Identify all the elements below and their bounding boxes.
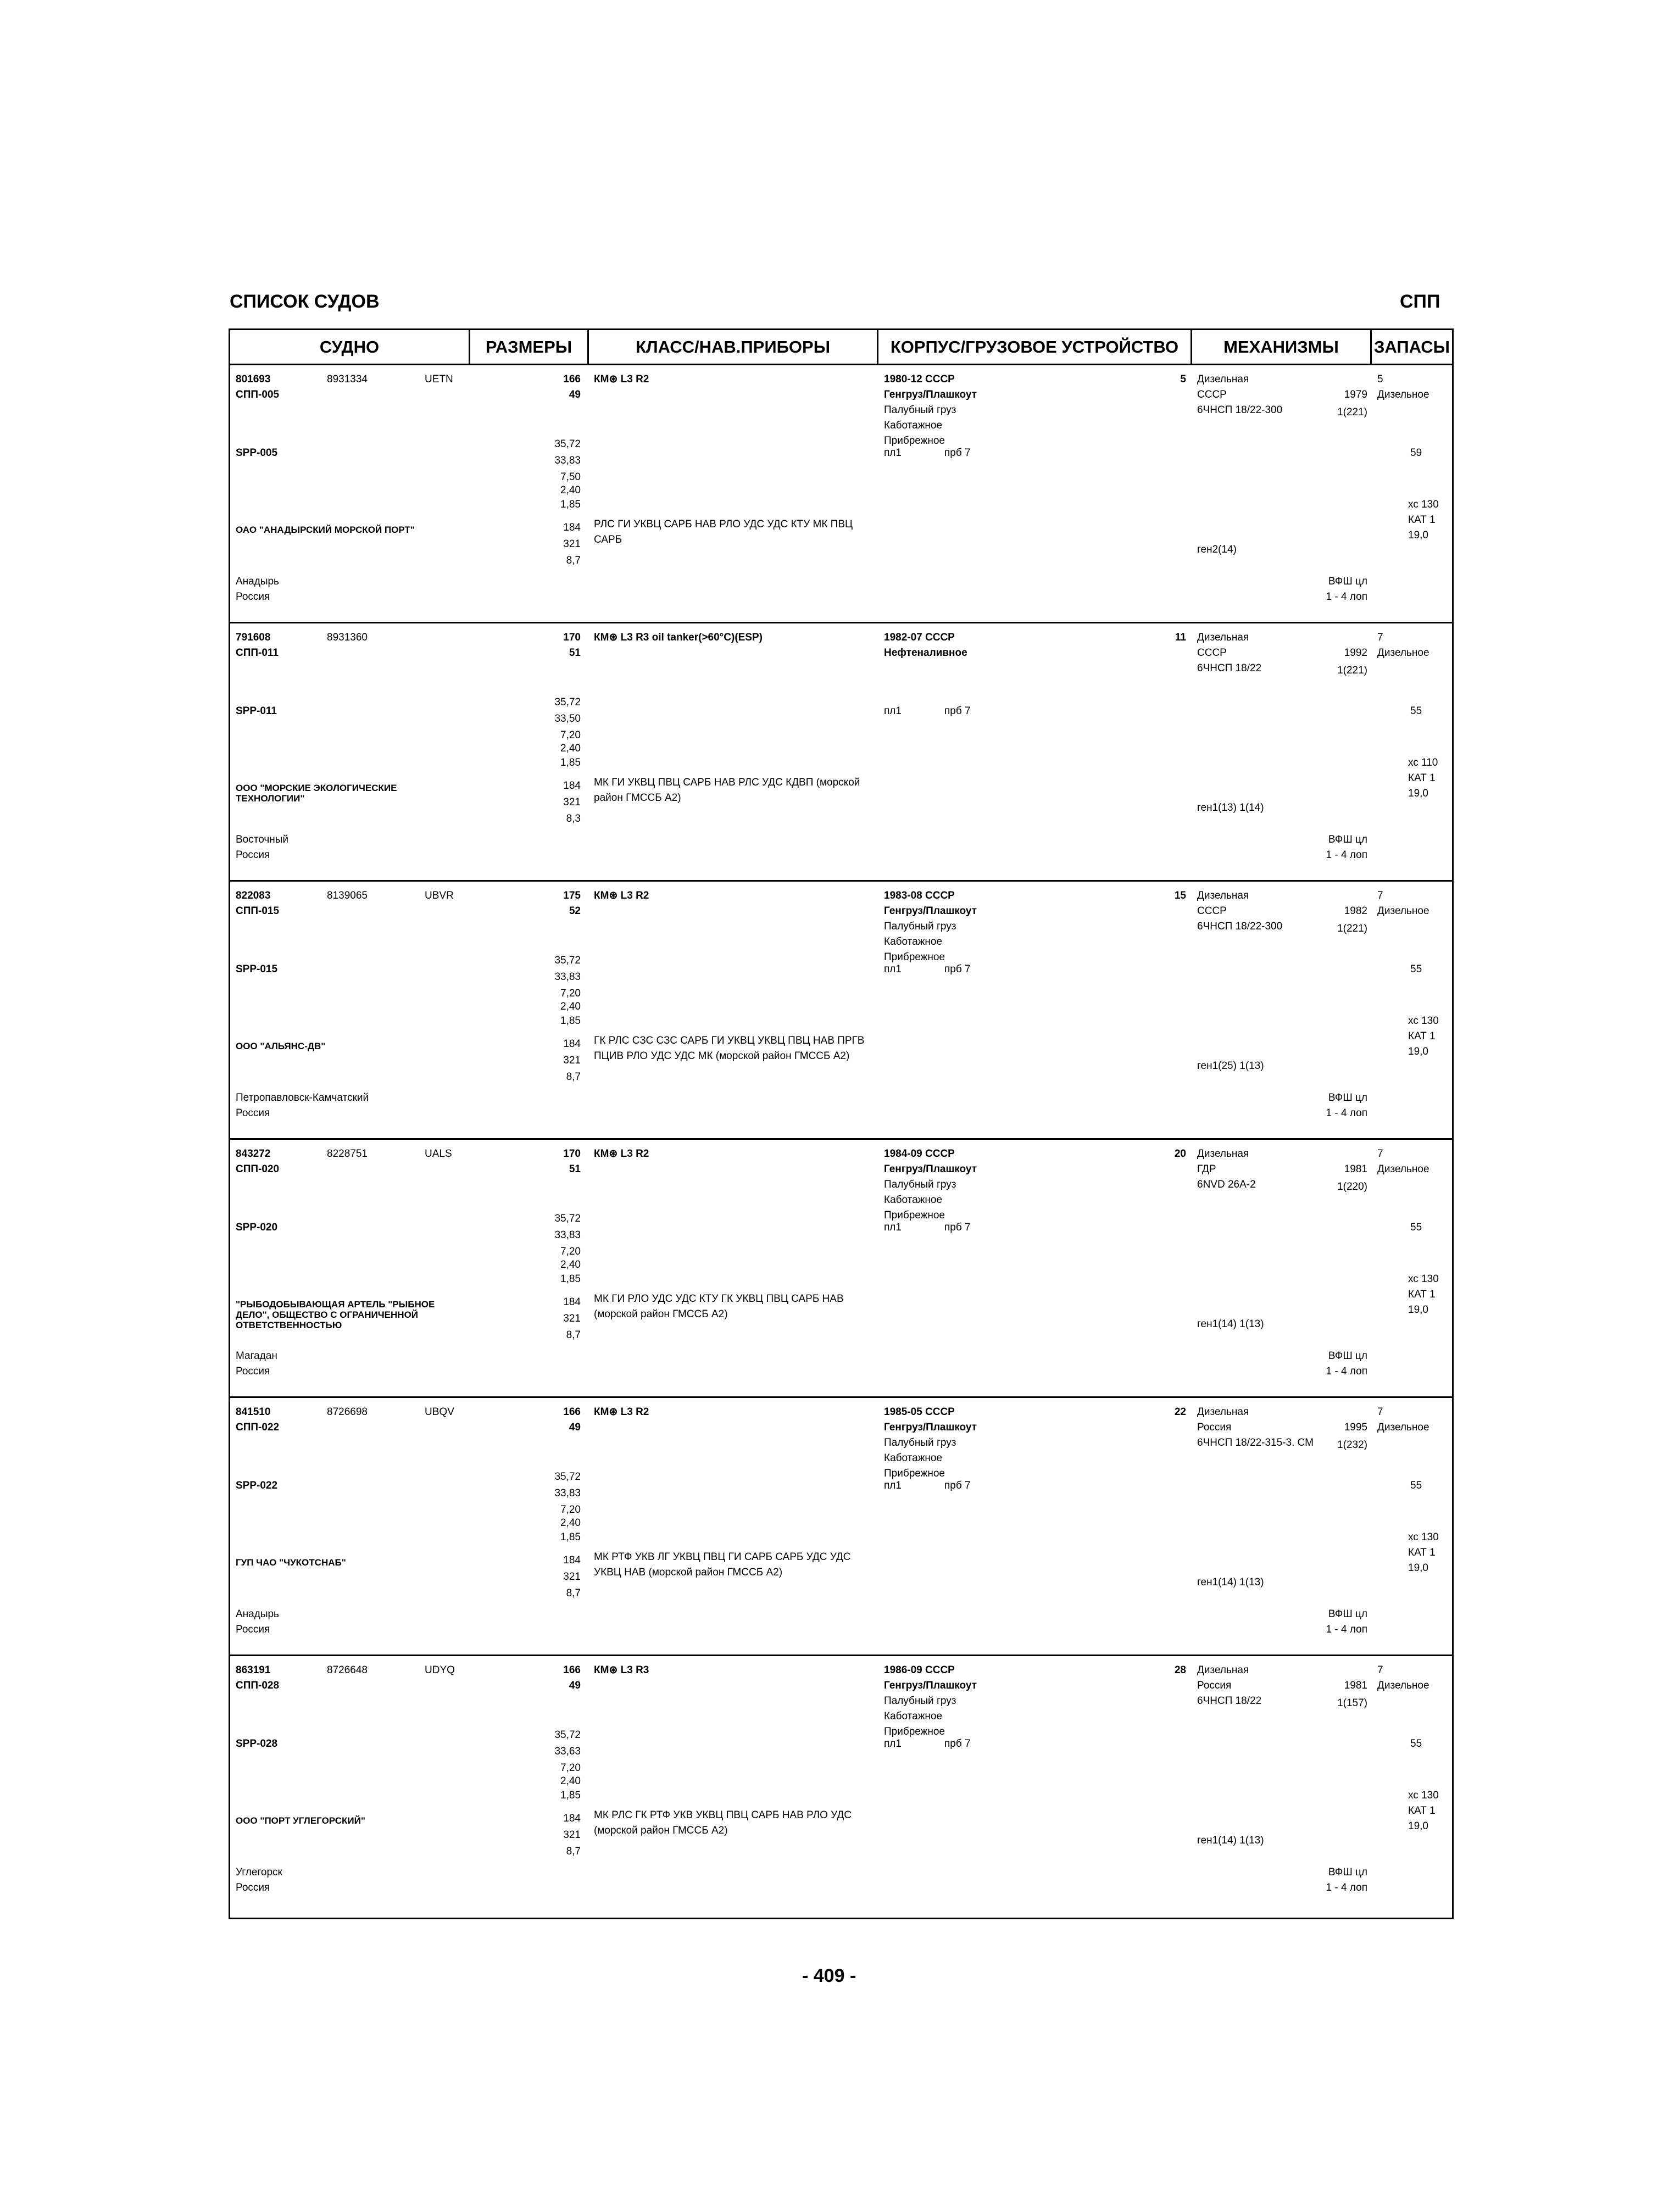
supply-xc: хс 110 bbox=[1408, 757, 1438, 768]
nav-equipment: ГК РЛС СЗС СЗС САРБ ГИ УКВЦ УКВЦ ПВЦ НАВ ПРГВ ПЦИВ РЛО УДС УДС МК (морской район ГМССБ А2) bbox=[594, 1035, 865, 1062]
ship-name-lat: SPP-011 bbox=[236, 705, 277, 717]
dimension-value: 166 bbox=[563, 1406, 581, 1418]
propeller-blades: 1 - 4 лоп bbox=[1326, 1882, 1367, 1893]
dimension-value: 52 bbox=[569, 905, 581, 917]
dimension-value: 170 bbox=[563, 1148, 581, 1160]
propeller-blades: 1 - 4 лоп bbox=[1326, 849, 1367, 861]
ship-name-ru: СПП-011 bbox=[236, 647, 279, 659]
ship-record bbox=[230, 1656, 1452, 1914]
engine-year: 1992 bbox=[1344, 647, 1367, 659]
dimension-value: 321 bbox=[563, 1055, 581, 1066]
dimension-value: 184 bbox=[563, 522, 581, 533]
dimension-value: 7,20 bbox=[560, 988, 581, 999]
engine-model: 6ЧНСП 18/22-315-3. СМ bbox=[1197, 1437, 1314, 1449]
engine-model: 6ЧНСП 18/22-300 bbox=[1197, 921, 1283, 932]
hull-pl: пл1 bbox=[884, 963, 902, 975]
hull-line: Каботажное bbox=[884, 1711, 943, 1722]
dimension-value: 184 bbox=[563, 1038, 581, 1050]
ship-imo-number: 8726698 bbox=[327, 1406, 368, 1418]
ship-callsign: UETN bbox=[425, 374, 453, 385]
hull-type: Генгруз/Плашкоут bbox=[884, 1422, 977, 1433]
hull-pl: пл1 bbox=[884, 1738, 902, 1750]
hull-number: 5 bbox=[1180, 374, 1186, 385]
dimension-value: 170 bbox=[563, 632, 581, 643]
generators: ген1(14) 1(13) bbox=[1197, 1835, 1264, 1846]
dimension-value: 51 bbox=[569, 647, 581, 659]
nav-equipment: РЛС ГИ УКВЦ САРБ НАВ РЛО УДС УДС КТУ МК ПВЦ САРБ bbox=[594, 519, 853, 545]
engine-country: Россия bbox=[1197, 1680, 1232, 1691]
propeller: ВФШ цл bbox=[1328, 1092, 1367, 1104]
hull-line: Палубный груз bbox=[884, 1695, 956, 1707]
propeller-blades: 1 - 4 лоп bbox=[1326, 1366, 1367, 1377]
ship-name-lat: SPP-005 bbox=[236, 447, 278, 459]
supply-value: 55 bbox=[1410, 1738, 1422, 1750]
dimension-value: 49 bbox=[569, 389, 581, 400]
ship-name-ru: СПП-020 bbox=[236, 1163, 280, 1175]
ship-owner: ООО "ПОРТ УГЛЕГОРСКИЙ" bbox=[236, 1815, 365, 1826]
ship-name-lat: SPP-022 bbox=[236, 1480, 278, 1491]
ship-callsign: UALS bbox=[425, 1148, 452, 1160]
dimension-value: 8,7 bbox=[566, 1846, 581, 1857]
ship-port: Магадан bbox=[236, 1350, 277, 1362]
dimension-value: 7,50 bbox=[560, 471, 581, 483]
table-header bbox=[230, 330, 1452, 365]
hull-prb: прб 7 bbox=[944, 1480, 971, 1491]
engine-type: Дизельная bbox=[1197, 632, 1249, 643]
dimension-value: 51 bbox=[569, 1163, 581, 1175]
hull-type: Нефтеналивное bbox=[884, 647, 967, 659]
ship-class: КМ⊛ L3 R2 bbox=[594, 890, 649, 901]
ship-name-ru: СПП-028 bbox=[236, 1680, 280, 1691]
generators: ген1(14) 1(13) bbox=[1197, 1576, 1264, 1588]
dimension-value: 2,40 bbox=[560, 1259, 581, 1271]
hull-pl: пл1 bbox=[884, 705, 902, 717]
hull-number: 15 bbox=[1174, 890, 1186, 901]
hull-year-country: 1982-07 СССР bbox=[884, 632, 955, 643]
ship-name-ru: СПП-022 bbox=[236, 1422, 280, 1433]
engine-type: Дизельная bbox=[1197, 374, 1249, 385]
ship-imo-number: 8228751 bbox=[327, 1148, 368, 1160]
dimension-value: 7,20 bbox=[560, 1762, 581, 1774]
dimension-value: 33,83 bbox=[554, 1229, 581, 1241]
engine-type: Дизельная bbox=[1197, 890, 1249, 901]
hull-type: Генгруз/Плашкоут bbox=[884, 1680, 977, 1691]
propeller: ВФШ цл bbox=[1328, 1867, 1367, 1878]
ship-port: Анадырь bbox=[236, 576, 279, 587]
ship-imo-number: 8931360 bbox=[327, 632, 368, 643]
nav-equipment: МК РТФ УКВ ЛГ УКВЦ ПВЦ ГИ САРБ САРБ УДС УДС УКВЦ НАВ (морской район ГМССБ А2) bbox=[594, 1551, 851, 1578]
supply-fuel: Дизельное bbox=[1377, 1422, 1429, 1433]
dimension-value: 175 bbox=[563, 890, 581, 901]
hull-prb: прб 7 bbox=[944, 1222, 971, 1233]
ship-name-lat: SPP-015 bbox=[236, 963, 278, 975]
dimension-value: 2,40 bbox=[560, 743, 581, 754]
supply-speed: 19,0 bbox=[1408, 1562, 1428, 1574]
nav-equipment: МК ГИ УКВЦ ПВЦ САРБ НАВ РЛС УДС КДВП (морской район ГМССБ А2) bbox=[594, 777, 860, 804]
propeller: ВФШ цл bbox=[1328, 1350, 1367, 1362]
engine-year: 1982 bbox=[1344, 905, 1367, 917]
propeller-blades: 1 - 4 лоп bbox=[1326, 1107, 1367, 1119]
ship-country: Россия bbox=[236, 1366, 270, 1377]
hull-line: Палубный груз bbox=[884, 1179, 956, 1190]
column-header-class: КЛАСС/НАВ.ПРИБОРЫ bbox=[635, 337, 831, 356]
ship-country: Россия bbox=[236, 591, 270, 603]
page-title: СПИСОК СУДОВ bbox=[230, 291, 380, 312]
dimension-value: 321 bbox=[563, 538, 581, 550]
ship-owner: ООО "МОРСКИЕ ЭКОЛОГИЧЕСКИЕ ТЕХНОЛОГИИ" bbox=[236, 783, 397, 804]
hull-year-country: 1980-12 СССР bbox=[884, 374, 955, 385]
dimension-value: 33,50 bbox=[554, 713, 581, 725]
dimension-value: 2,40 bbox=[560, 484, 581, 496]
ship-class: КМ⊛ L3 R3 oil tanker(>60°C)(ESP) bbox=[594, 632, 763, 643]
engine-country: СССР bbox=[1197, 905, 1227, 917]
supply-fuel: Дизельное bbox=[1377, 647, 1429, 659]
supply-xc: хс 130 bbox=[1408, 1273, 1439, 1285]
engine-country: СССР bbox=[1197, 647, 1227, 659]
ship-imo-number: 8139065 bbox=[327, 890, 368, 901]
ship-port: Углегорск bbox=[236, 1867, 282, 1878]
supply-kat: КАТ 1 bbox=[1408, 1805, 1436, 1817]
engine-power: 1(221) bbox=[1337, 665, 1367, 676]
supply-xc: хс 130 bbox=[1408, 1531, 1439, 1543]
ship-country: Россия bbox=[236, 1624, 270, 1635]
ship-imo-number: 8726648 bbox=[327, 1664, 368, 1676]
dimension-value: 321 bbox=[563, 1829, 581, 1841]
supply-speed: 19,0 bbox=[1408, 1304, 1428, 1316]
engine-year: 1995 bbox=[1344, 1422, 1367, 1433]
dimension-value: 166 bbox=[563, 374, 581, 385]
supply-speed: 19,0 bbox=[1408, 788, 1428, 799]
dimension-value: 35,72 bbox=[554, 1729, 581, 1741]
ship-callsign: UBVR bbox=[425, 890, 454, 901]
hull-prb: прб 7 bbox=[944, 1738, 971, 1750]
section-title: СПП bbox=[1400, 291, 1440, 312]
dimension-value: 8,3 bbox=[566, 813, 581, 825]
dimension-value: 1,85 bbox=[560, 1273, 581, 1285]
dimension-value: 7,20 bbox=[560, 1504, 581, 1516]
engine-country: СССР bbox=[1197, 389, 1227, 400]
page-number: - 409 - bbox=[802, 1965, 856, 1986]
hull-year-country: 1986-09 СССР bbox=[884, 1664, 955, 1676]
engine-power: 1(157) bbox=[1337, 1697, 1367, 1709]
hull-year-country: 1985-05 СССР bbox=[884, 1406, 955, 1418]
generators: ген1(14) 1(13) bbox=[1197, 1318, 1264, 1330]
dimension-value: 35,72 bbox=[554, 1471, 581, 1483]
hull-prb: прб 7 bbox=[944, 963, 971, 975]
dimension-value: 166 bbox=[563, 1664, 581, 1676]
engine-model: 6NVD 26A-2 bbox=[1197, 1179, 1256, 1190]
supply-xc: хс 130 bbox=[1408, 1790, 1439, 1801]
engine-year: 1979 bbox=[1344, 389, 1367, 400]
hull-prb: прб 7 bbox=[944, 447, 971, 459]
supply-xc: хс 130 bbox=[1408, 499, 1439, 510]
propeller-blades: 1 - 4 лоп bbox=[1326, 1624, 1367, 1635]
hull-line: Прибрежное bbox=[884, 1468, 945, 1479]
engine-country: ГДР bbox=[1197, 1163, 1216, 1175]
ship-table bbox=[229, 328, 1454, 1919]
supply-speed: 19,0 bbox=[1408, 1046, 1428, 1057]
hull-type: Генгруз/Плашкоут bbox=[884, 389, 977, 400]
dimension-value: 184 bbox=[563, 1555, 581, 1566]
hull-year-country: 1984-09 СССР bbox=[884, 1148, 955, 1160]
hull-line: Палубный груз bbox=[884, 1437, 956, 1449]
supply-value: 55 bbox=[1410, 963, 1422, 975]
hull-line: Палубный груз bbox=[884, 404, 956, 416]
column-header-hull: КОРПУС/ГРУЗОВОЕ УСТРОЙСТВО bbox=[890, 337, 1179, 356]
generators: ген2(14) bbox=[1197, 544, 1237, 555]
ship-port: Петропавловск-Камчатский bbox=[236, 1092, 369, 1104]
supply-fuel: Дизельное bbox=[1377, 905, 1429, 917]
supply-value: 55 bbox=[1410, 1480, 1422, 1491]
ship-class: КМ⊛ L3 R3 bbox=[594, 1664, 649, 1676]
supply-number: 7 bbox=[1377, 1406, 1383, 1418]
dimension-value: 33,83 bbox=[554, 455, 581, 466]
dimension-value: 35,72 bbox=[554, 1213, 581, 1224]
supply-value: 59 bbox=[1410, 447, 1422, 459]
ship-name-ru: СПП-015 bbox=[236, 905, 280, 917]
engine-power: 1(221) bbox=[1337, 923, 1367, 934]
supply-speed: 19,0 bbox=[1408, 1820, 1428, 1832]
dimension-value: 321 bbox=[563, 1571, 581, 1583]
dimension-value: 7,20 bbox=[560, 1246, 581, 1257]
ship-reg-number: 863191 bbox=[236, 1664, 271, 1676]
supply-number: 7 bbox=[1377, 890, 1383, 901]
dimension-value: 8,7 bbox=[566, 1329, 581, 1341]
ship-name-lat: SPP-028 bbox=[236, 1738, 278, 1750]
ship-country: Россия bbox=[236, 849, 270, 861]
dimension-value: 2,40 bbox=[560, 1517, 581, 1529]
supply-number: 7 bbox=[1377, 1664, 1383, 1676]
dimension-value: 49 bbox=[569, 1680, 581, 1691]
dimension-value: 35,72 bbox=[554, 438, 581, 450]
ship-country: Россия bbox=[236, 1107, 270, 1119]
dimension-value: 33,83 bbox=[554, 971, 581, 983]
engine-type: Дизельная bbox=[1197, 1406, 1249, 1418]
hull-number: 22 bbox=[1174, 1406, 1186, 1418]
ship-owner: ОАО "АНАДЫРСКИЙ МОРСКОЙ ПОРТ" bbox=[236, 525, 415, 535]
supply-fuel: Дизельное bbox=[1377, 389, 1429, 400]
ship-record bbox=[230, 1398, 1452, 1656]
ship-class: КМ⊛ L3 R2 bbox=[594, 1148, 649, 1160]
dimension-value: 184 bbox=[563, 1296, 581, 1308]
dimension-value: 8,7 bbox=[566, 1587, 581, 1599]
supply-number: 7 bbox=[1377, 1148, 1383, 1160]
dimension-value: 33,63 bbox=[554, 1746, 581, 1757]
hull-line: Каботажное bbox=[884, 420, 943, 431]
ship-port: Анадырь bbox=[236, 1608, 279, 1620]
ship-reg-number: 822083 bbox=[236, 890, 271, 901]
dimension-value: 321 bbox=[563, 1313, 581, 1324]
column-header-engines: МЕХАНИЗМЫ bbox=[1223, 337, 1339, 356]
hull-pl: пл1 bbox=[884, 447, 902, 459]
hull-line: Прибрежное bbox=[884, 1210, 945, 1221]
supply-kat: КАТ 1 bbox=[1408, 514, 1436, 526]
nav-equipment: МК ГИ РЛО УДС УДС КТУ ГК УКВЦ ПВЦ САРБ НАВ (морской район ГМССБ А2) bbox=[594, 1293, 844, 1320]
generators: ген1(13) 1(14) bbox=[1197, 802, 1264, 814]
column-header-supplies: ЗАПАСЫ bbox=[1373, 337, 1450, 356]
hull-line: Прибрежное bbox=[884, 951, 945, 963]
engine-power: 1(221) bbox=[1337, 406, 1367, 418]
engine-model: 6ЧНСП 18/22-300 bbox=[1197, 404, 1283, 416]
hull-prb: прб 7 bbox=[944, 705, 971, 717]
dimension-value: 35,72 bbox=[554, 955, 581, 966]
dimension-value: 8,7 bbox=[566, 555, 581, 566]
supply-number: 7 bbox=[1377, 632, 1383, 643]
hull-year-country: 1983-08 СССР bbox=[884, 890, 955, 901]
engine-year: 1981 bbox=[1344, 1680, 1367, 1691]
hull-pl: пл1 bbox=[884, 1222, 902, 1233]
ship-record bbox=[230, 365, 1452, 623]
hull-line: Каботажное bbox=[884, 1194, 943, 1206]
supply-value: 55 bbox=[1410, 1222, 1422, 1233]
ship-reg-number: 843272 bbox=[236, 1148, 271, 1160]
hull-number: 28 bbox=[1174, 1664, 1186, 1676]
column-header-ship: СУДНО bbox=[319, 337, 380, 356]
supply-fuel: Дизельное bbox=[1377, 1163, 1429, 1175]
engine-type: Дизельная bbox=[1197, 1148, 1249, 1160]
ship-callsign: UBQV bbox=[425, 1406, 454, 1418]
generators: ген1(25) 1(13) bbox=[1197, 1060, 1264, 1072]
engine-type: Дизельная bbox=[1197, 1664, 1249, 1676]
engine-power: 1(220) bbox=[1337, 1181, 1367, 1193]
ship-owner: ГУП ЧАО "ЧУКОТСНАБ" bbox=[236, 1557, 346, 1568]
supply-speed: 19,0 bbox=[1408, 530, 1428, 541]
dimension-value: 1,85 bbox=[560, 757, 581, 768]
supply-value: 55 bbox=[1410, 705, 1422, 717]
propeller: ВФШ цл bbox=[1328, 834, 1367, 845]
hull-pl: пл1 bbox=[884, 1480, 902, 1491]
ship-imo-number: 8931334 bbox=[327, 374, 368, 385]
column-header-dimensions: РАЗМЕРЫ bbox=[485, 337, 572, 356]
ship-reg-number: 801693 bbox=[236, 374, 271, 385]
propeller-blades: 1 - 4 лоп bbox=[1326, 591, 1367, 603]
dimension-value: 321 bbox=[563, 796, 581, 808]
ship-owner: ООО "АЛЬЯНС-ДВ" bbox=[236, 1041, 326, 1051]
ship-record bbox=[230, 1140, 1452, 1398]
dimension-value: 1,85 bbox=[560, 499, 581, 510]
dimension-value: 2,40 bbox=[560, 1775, 581, 1787]
engine-model: 6ЧНСП 18/22 bbox=[1197, 1695, 1262, 1707]
ship-record bbox=[230, 623, 1452, 882]
dimension-value: 1,85 bbox=[560, 1790, 581, 1801]
ship-callsign: UDYQ bbox=[425, 1664, 455, 1676]
ship-name-lat: SPP-020 bbox=[236, 1222, 278, 1233]
nav-equipment: МК РЛС ГК РТФ УКВ УКВЦ ПВЦ САРБ НАВ РЛО УДС (морской район ГМССБ А2) bbox=[594, 1809, 852, 1836]
supply-xc: хс 130 bbox=[1408, 1015, 1439, 1027]
ship-name-ru: СПП-005 bbox=[236, 389, 280, 400]
ship-owner: "РЫБОДОБЫВАЮЩАЯ АРТЕЛЬ "РЫБНОЕ ДЕЛО", ОБЩЕСТВО С ОГРАНИЧЕННОЙ ОТВЕТСТВЕННОСТЬЮ bbox=[236, 1299, 435, 1330]
supply-kat: КАТ 1 bbox=[1408, 1547, 1436, 1558]
supply-kat: КАТ 1 bbox=[1408, 1289, 1436, 1300]
ship-record bbox=[230, 882, 1452, 1140]
hull-line: Каботажное bbox=[884, 1452, 943, 1464]
dimension-value: 8,7 bbox=[566, 1071, 581, 1083]
supply-kat: КАТ 1 bbox=[1408, 772, 1436, 784]
hull-line: Каботажное bbox=[884, 936, 943, 948]
hull-number: 11 bbox=[1175, 632, 1186, 643]
hull-line: Палубный груз bbox=[884, 921, 956, 932]
dimension-value: 7,20 bbox=[560, 729, 581, 741]
dimension-value: 184 bbox=[563, 1813, 581, 1824]
dimension-value: 33,83 bbox=[554, 1488, 581, 1499]
ship-class: КМ⊛ L3 R2 bbox=[594, 1406, 649, 1418]
supply-number: 5 bbox=[1377, 374, 1383, 385]
dimension-value: 35,72 bbox=[554, 697, 581, 708]
supply-fuel: Дизельное bbox=[1377, 1680, 1429, 1691]
supply-kat: КАТ 1 bbox=[1408, 1030, 1436, 1042]
dimension-value: 2,40 bbox=[560, 1001, 581, 1012]
ship-country: Россия bbox=[236, 1882, 270, 1893]
dimension-value: 1,85 bbox=[560, 1531, 581, 1543]
propeller: ВФШ цл bbox=[1328, 1608, 1367, 1620]
engine-power: 1(232) bbox=[1337, 1439, 1367, 1451]
hull-line: Прибрежное bbox=[884, 1726, 945, 1737]
hull-type: Генгруз/Плашкоут bbox=[884, 905, 977, 917]
hull-number: 20 bbox=[1174, 1148, 1186, 1160]
ship-port: Восточный bbox=[236, 834, 289, 845]
hull-type: Генгруз/Плашкоут bbox=[884, 1163, 977, 1175]
dimension-value: 184 bbox=[563, 780, 581, 792]
ship-reg-number: 791608 bbox=[236, 632, 271, 643]
dimension-value: 1,85 bbox=[560, 1015, 581, 1027]
ship-reg-number: 841510 bbox=[236, 1406, 271, 1418]
engine-model: 6ЧНСП 18/22 bbox=[1197, 662, 1262, 674]
dimension-value: 49 bbox=[569, 1422, 581, 1433]
engine-country: Россия bbox=[1197, 1422, 1232, 1433]
engine-year: 1981 bbox=[1344, 1163, 1367, 1175]
hull-line: Прибрежное bbox=[884, 435, 945, 447]
ship-class: КМ⊛ L3 R2 bbox=[594, 374, 649, 385]
propeller: ВФШ цл bbox=[1328, 576, 1367, 587]
